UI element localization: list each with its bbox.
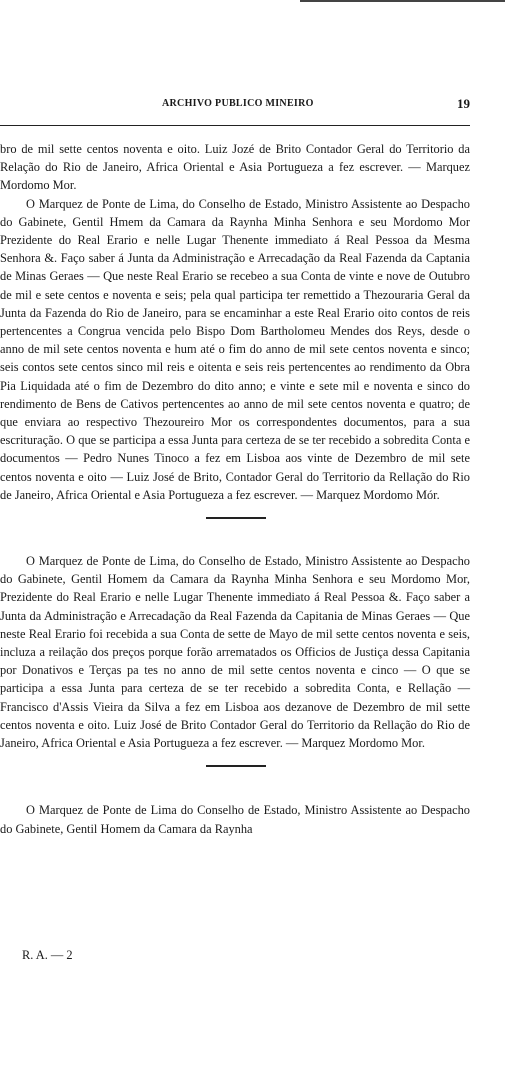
top-edge-rule [300, 0, 505, 2]
header-rule [0, 125, 470, 126]
paragraph-decree-3: O Marquez de Ponte de Lima do Conselho de Estado, Ministro Assistente ao Despacho do Gabinete, Gentil Homem da Camara da Raynha [0, 803, 470, 836]
page-header [0, 98, 470, 118]
signature-mark: R. A. — 2 [22, 948, 73, 962]
paragraph-decree-1: O Marquez de Ponte de Lima, do Conselho de Estado, Ministro Assistente ao Despacho do Gabinete, Gentil Hmem da Camara da Raynha Minha Senhora e seu Mordomo Mor Prezidente do Real Erario e nelle Lugar Thenente immediato á Real Pessoa da Mesma Senhora &. Faço saber á Junta da Administração e Arrecadação da Real Fazenda da Captania de Minas Geraes — Que neste Real Erario se recebeo a sua Conta de vinte e nove de Outubro de mil e sete centos e noventa e seis; pela qual participa ter remettido a Thezouraria Geral da Junta da Fazenda do Rio de Janeiro, para se encaminhar a este Real Erario oito contos de reis pertencentes a Congrua vencida pelo Bispo Dom Bartholomeu Mendes dos Reys, desde o anno de mil sete centos noventa e hum até o fim do anno de mil sete centos noventa e sinco; seis contos sete centos sinco mil reis e oitenta e seis reis pertencentes ao rendimento da Obra Pia Liquidada até o fim de Dezembro do dito anno; e vinte e sete mil e noventa e sinco do rendimento de Bens de Cativos pertencentes ao anno de mil sete centos noventa e quatro; de que enviara ao respectivo Thezoureiro Mor os correspondentes documentos, para a sua escrituração. O que se participa a essa Junta para certeza de se ter recebido a sobredita Conta e documentos — Pedro Nunes Tinoco a fez em Lisboa aos vinte de Dezembro de mil sete centos noventa e oito — Luiz José de Brito, Contador Geral do Territorio da Rellação do Rio de Janeiro, Africa Oriental e Asia Portugueza a fez escrever. — Marquez Mordomo Mór. [0, 196, 470, 502]
paragraph-continuation: bro de mil sette centos noventa e oito. Luiz Jozé de Brito Contador Geral do Territorio da Relação do Rio de Janeiro, Africa Oriental e Asia Portugueza a fez escrever. — Marquez Mordomo Mor. [0, 142, 470, 193]
page-number: 19 [457, 96, 470, 111]
running-title: ARCHIVO PUBLICO MINEIRO [162, 98, 314, 109]
document-body [0, 140, 470, 838]
paragraph-decree-2: O Marquez de Ponte de Lima, do Conselho de Estado, Ministro Assistente ao Despacho do Gabinete, Gentil Homem da Camara da Raynha Minha Senhora e seu Mordomo Mor, Prezidente do Real Erario e nelle Lugar Thenente immediato á Real Pessoa &. Faço saber a Junta da Administração e Arrecadação da Real Fazenda da Capitania de Minas Geraes — Que neste Real Erario foi recebida a sua Conta de sette de Mayo de mil sette centos noventa e seis, incluza a reilação dos preços porque forão arrematados os Officios de Justiça dessa Capitania por Donativos e Terças pa tes no anno de mil sette centos noventa e cinco — O que se participa a essa Junta para certeza de se ter recebido a sobredita Conta, e Rellação — Francisco d'Assis Vieira da Silva a fez em Lisboa aos dezanove de Dezembro de mil sette centos noventa e oito. Luiz José de Brito Contador Geral do Territorio da Rellação do Rio de Janeiro, Africa Oriental e Asia Portugueza a fez escrever. — Marquez Mordomo Mor. [0, 554, 470, 751]
